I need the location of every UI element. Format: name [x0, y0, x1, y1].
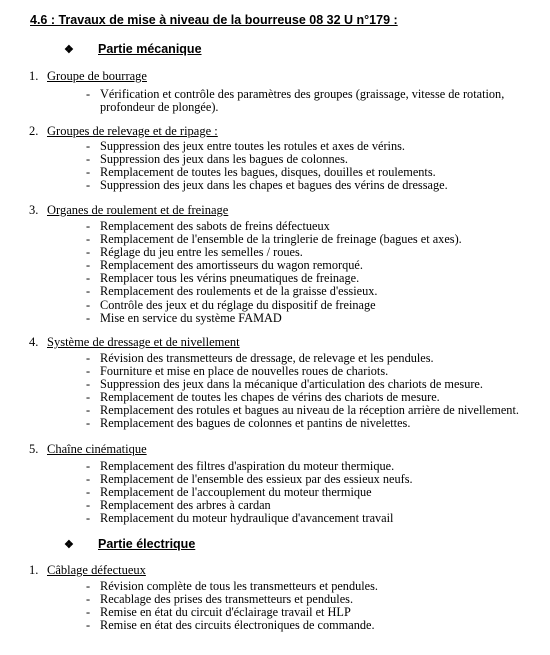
section-items-chaine-cinematique — [86, 460, 413, 525]
section-title: Chaîne cinématique — [47, 442, 147, 456]
list-item-text: Remplacer tous les vérins pneumatiques de freinage. — [100, 271, 360, 286]
dash-bullet: - — [86, 271, 91, 286]
list-item-text: Réglage du jeu entre les semelles / roues. — [100, 245, 303, 260]
dash-bullet: - — [86, 485, 91, 500]
section-items-groupe-bourrage — [86, 88, 520, 114]
list-item-text: Remplacement de l'ensemble des essieux par des essieux neufs. — [100, 472, 413, 487]
list-item-text: Remplacement des amortisseurs du wagon remorqué. — [100, 258, 363, 273]
diamond-bullet-icon: ❖ — [64, 539, 74, 551]
list-item — [86, 619, 378, 632]
list-item-text: Contrôle des jeux et du réglage du dispositif de freinage — [100, 297, 376, 312]
dash-bullet: - — [86, 351, 91, 365]
list-item-text: Remise en état des circuits électroniques de commande. — [100, 618, 375, 633]
list-item-text: Recablage des prises des transmetteurs et pendules. — [100, 592, 354, 607]
section-title: Organes de roulement et de freinage — [47, 203, 229, 217]
list-item — [86, 312, 462, 325]
dash-bullet: - — [86, 618, 91, 633]
dash-bullet: - — [86, 605, 91, 620]
section-title: Système de dressage et de nivellement — [47, 335, 240, 349]
list-item-text: Remplacement des rotules et bagues au niveau de la réception arrière de nivellement. — [100, 403, 519, 418]
dash-bullet: - — [86, 219, 91, 233]
section-heading-groupe-bourrage — [29, 69, 147, 84]
section-items-cablage — [86, 580, 378, 632]
section-number: 5. — [29, 442, 39, 456]
dash-bullet: - — [86, 579, 91, 593]
list-item-text: Remplacement des filtres d'aspiration du moteur thermique. — [100, 459, 395, 473]
list-item-text: Suppression des jeux dans les bagues de colonnes. — [100, 152, 348, 167]
list-item-text: Remplacement des arbres à cardan — [100, 498, 271, 513]
part-label: Partie mécanique — [98, 42, 202, 56]
dash-bullet: - — [86, 377, 91, 392]
section-title: Groupe de bourrage — [47, 69, 147, 83]
list-item — [86, 179, 448, 192]
dash-bullet: - — [86, 390, 91, 405]
dash-bullet: - — [86, 284, 91, 299]
dash-bullet: - — [86, 472, 91, 487]
section-number: 4. — [29, 335, 39, 349]
dash-bullet: - — [86, 498, 91, 513]
section-heading-cablage — [29, 563, 146, 578]
diamond-bullet-icon: ❖ — [64, 44, 74, 56]
dash-bullet: - — [86, 165, 91, 180]
part-heading-electrique — [64, 537, 195, 551]
list-item-text: Suppression des jeux entre toutes les rotules et axes de vérins. — [100, 139, 405, 153]
list-item-text: Remplacement des bagues de colonnes et pantins de nivelettes. — [100, 416, 411, 431]
dash-bullet: - — [86, 87, 91, 101]
section-number: 2. — [29, 124, 39, 138]
section-heading-relevage-ripage — [29, 124, 218, 139]
section-title: Groupes de relevage et de ripage : — [47, 124, 218, 138]
dash-bullet: - — [86, 592, 91, 607]
dash-bullet: - — [86, 152, 91, 167]
list-item-text: Mise en service du système FAMAD — [100, 310, 282, 325]
dash-bullet: - — [86, 178, 91, 193]
list-item-text: Suppression des jeux dans la mécanique d'articulation des chariots de mesure. — [100, 377, 483, 392]
section-number: 1. — [29, 69, 39, 83]
dash-bullet: - — [86, 258, 91, 273]
list-item-text: Remplacement de l'ensemble de la tringlerie de freinage (bagues et axes). — [100, 232, 462, 247]
dash-bullet: - — [86, 403, 91, 418]
list-item-text: Remplacement de l'accouplement du moteur thermique — [100, 485, 372, 500]
list-item-text: Vérification et contrôle des paramètres des groupes (graissage, vitesse de rotation, profondeur de plongée). — [100, 87, 505, 115]
part-heading-mecanique — [64, 42, 202, 56]
list-item-text: Suppression des jeux dans les chapes et bagues des vérins de dressage. — [100, 178, 448, 193]
dash-bullet: - — [86, 416, 91, 431]
list-item-text: Remise en état du circuit d'éclairage travail et HLP — [100, 605, 351, 620]
list-item — [86, 417, 519, 430]
section-items-roulement-freinage — [86, 220, 462, 325]
list-item-text: Remplacement de toutes les bagues, disques, douilles et roulements. — [100, 165, 436, 180]
dash-bullet: - — [86, 139, 91, 153]
section-items-dressage-nivellement — [86, 352, 519, 431]
dash-bullet: - — [86, 459, 91, 473]
list-item — [86, 512, 413, 525]
section-heading-roulement-freinage — [29, 203, 228, 218]
dash-bullet: - — [86, 310, 91, 325]
dash-bullet: - — [86, 245, 91, 260]
dash-bullet: - — [86, 232, 91, 247]
section-number: 3. — [29, 203, 39, 217]
dash-bullet: - — [86, 511, 91, 526]
list-item-text: Révision complète de tous les transmetteurs et pendules. — [100, 579, 378, 593]
section-title: Câblage défectueux — [47, 563, 146, 577]
section-number: 1. — [29, 563, 39, 577]
list-item-text: Remplacement de toutes les chapes de vérins des chariots de mesure. — [100, 390, 440, 405]
list-item-text: Révision des transmetteurs de dressage, de relevage et les pendules. — [100, 351, 434, 365]
section-heading-chaine-cinematique — [29, 442, 147, 457]
section-heading-dressage-nivellement — [29, 335, 240, 350]
list-item-text: Remplacement des sabots de freins défectueux — [100, 219, 330, 233]
list-item-text: Fourniture et mise en place de nouvelles roues de chariots. — [100, 364, 389, 379]
list-item-text: Remplacement du moteur hydraulique d'avancement travail — [100, 511, 394, 526]
document-title: 4.6 : Travaux de mise à niveau de la bourreuse 08 32 U n°179 : — [30, 13, 398, 27]
section-items-relevage-ripage — [86, 140, 448, 192]
list-item — [86, 88, 520, 114]
list-item-text: Remplacement des roulements et de la graisse d'essieux. — [100, 284, 378, 299]
dash-bullet: - — [86, 297, 91, 312]
dash-bullet: - — [86, 364, 91, 379]
part-label: Partie électrique — [98, 537, 196, 551]
